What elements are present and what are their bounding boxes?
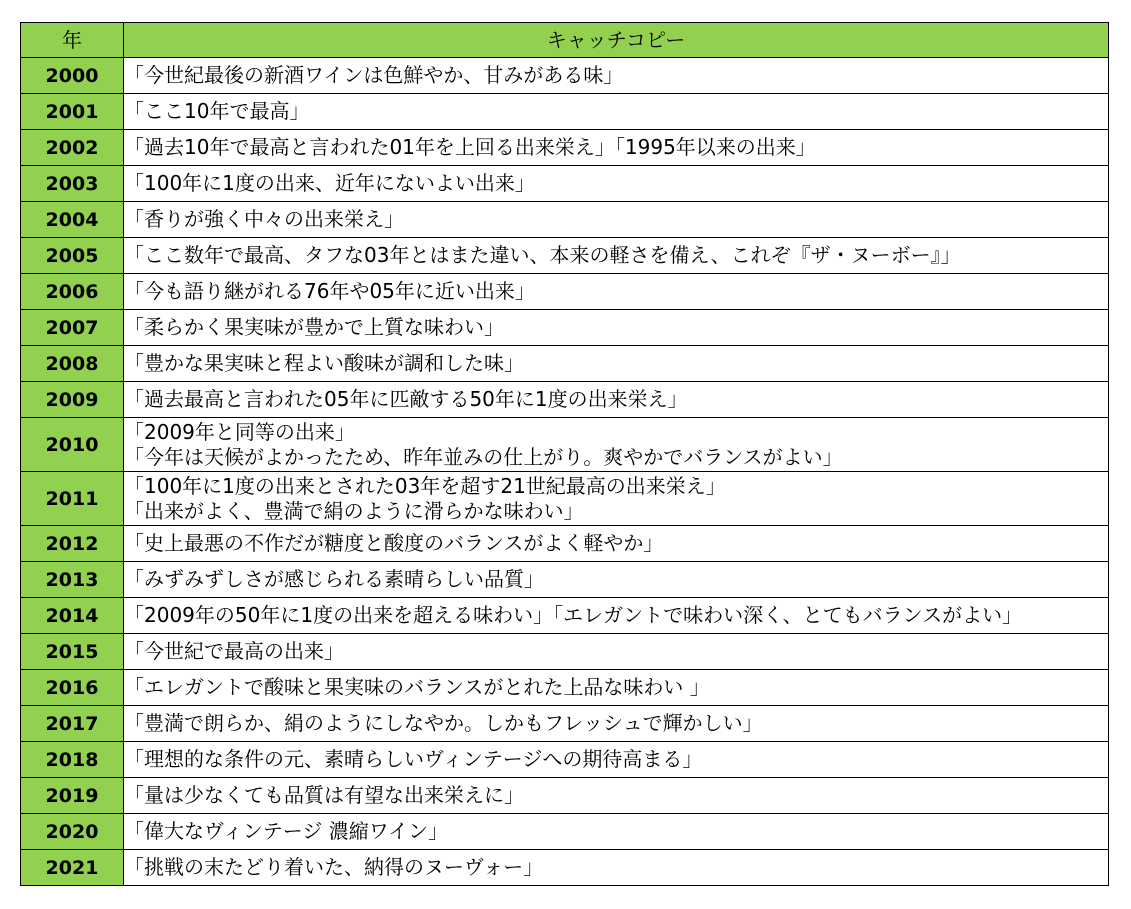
table-row — [21, 166, 1109, 202]
year-cell: 2006 — [21, 274, 124, 310]
catchcopy-text: 「今世紀最後の新酒ワインは色鮮やか、甘みがある味」 — [124, 63, 624, 87]
catchcopy-cell — [124, 130, 1109, 166]
year-cell: 2000 — [21, 58, 124, 94]
catchcopy-text: 「ここ数年で最高、タフな03年とはまた違い、本来の軽さを備え、これぞ『ザ・ヌーボー』」 — [124, 243, 961, 267]
catchcopy-text: 「2009年と同等の出来」 — [124, 419, 355, 444]
catchcopy-text: 「豊満で朗らか、絹のようにしなやか。しかもフレッシュで輝かしい」 — [124, 711, 763, 735]
table-row — [21, 58, 1109, 94]
table-row — [21, 382, 1109, 418]
catchcopy-text: 「理想的な条件の元、素晴らしいヴィンテージへの期待高まる」 — [124, 747, 703, 771]
year-cell: 2002 — [21, 130, 124, 166]
year-cell: 2010 — [21, 418, 124, 472]
catchcopy-text: 「2009年の50年に1度の出来を超える味わい」「エレガントで味わい深く、とてもバランスがよい」 — [124, 603, 1023, 627]
catchcopy-cell — [124, 382, 1109, 418]
catchcopy-text: 「今も語り継がれる76年や05年に近い出来」 — [124, 279, 535, 303]
table-row — [21, 850, 1109, 886]
table-row — [21, 238, 1109, 274]
year-cell: 2014 — [21, 598, 124, 634]
catchcopy-text: 「今年は天候がよかったため、昨年並みの仕上がり。爽やかでバランスがよい」 — [124, 444, 843, 469]
year-cell: 2012 — [21, 526, 124, 562]
year-cell: 2018 — [21, 742, 124, 778]
table-row — [21, 310, 1109, 346]
catchcopy-text: 「出来がよく、豊満で絹のように滑らかな味わい」 — [124, 498, 584, 523]
table-row — [21, 202, 1109, 238]
catchcopy-text: 「エレガントで酸味と果実味のバランスがとれた上品な味わい 」 — [124, 675, 710, 699]
year-cell: 2016 — [21, 670, 124, 706]
catchcopy-cell — [124, 634, 1109, 670]
catchcopy-cell — [124, 850, 1109, 886]
table-row — [21, 814, 1109, 850]
year-cell: 2015 — [21, 634, 124, 670]
catchcopy-cell — [124, 778, 1109, 814]
catchcopy-table — [20, 22, 1109, 886]
catchcopy-text: 「柔らかく果実味が豊かで上質な味わい」 — [124, 315, 504, 339]
catchcopy-cell — [124, 742, 1109, 778]
catchcopy-cell — [124, 94, 1109, 130]
catchcopy-cell — [124, 202, 1109, 238]
catchcopy-cell — [124, 670, 1109, 706]
header-row — [21, 23, 1109, 58]
catchcopy-cell — [124, 418, 1109, 472]
year-cell: 2005 — [21, 238, 124, 274]
catchcopy-cell — [124, 706, 1109, 742]
catchcopy-cell — [124, 598, 1109, 634]
catchcopy-cell — [124, 814, 1109, 850]
catchcopy-text: 「ここ10年で最高」 — [124, 99, 310, 123]
catchcopy-text: 「今世紀で最高の出来」 — [124, 639, 344, 663]
catchcopy-text: 「みずみずしさが感じられる素晴らしい品質」 — [124, 567, 544, 591]
catchcopy-text: 「100年に1度の出来、近年にないよい出来」 — [124, 171, 535, 195]
table-row — [21, 418, 1109, 472]
catchcopy-text: 「過去最高と言われた05年に匹敵する50年に1度の出来栄え」 — [124, 387, 688, 411]
catchcopy-text: 「史上最悪の不作だが糖度と酸度のバランスがよく軽やか」 — [124, 531, 664, 555]
table-row — [21, 274, 1109, 310]
table-row — [21, 598, 1109, 634]
table-row — [21, 526, 1109, 562]
table-row — [21, 472, 1109, 526]
table-row — [21, 634, 1109, 670]
year-cell: 2020 — [21, 814, 124, 850]
catchcopy-cell — [124, 274, 1109, 310]
table-row — [21, 742, 1109, 778]
catchcopy-text: 「香りが強く中々の出来栄え」 — [124, 207, 404, 231]
year-cell: 2009 — [21, 382, 124, 418]
year-column-header: 年 — [21, 23, 124, 58]
catchcopy-text: 「挑戦の末たどり着いた、納得のヌーヴォー」 — [124, 855, 544, 879]
catchcopy-cell — [124, 472, 1109, 526]
table-row — [21, 94, 1109, 130]
year-cell: 2008 — [21, 346, 124, 382]
table-row — [21, 130, 1109, 166]
catchcopy-text: 「量は少なくても品質は有望な出来栄えに」 — [124, 783, 524, 807]
year-cell: 2001 — [21, 94, 124, 130]
catchcopy-cell — [124, 310, 1109, 346]
table-header — [21, 23, 1109, 58]
catchcopy-cell — [124, 238, 1109, 274]
year-cell: 2017 — [21, 706, 124, 742]
table-row — [21, 778, 1109, 814]
year-cell: 2011 — [21, 472, 124, 526]
catchcopy-text: 「偉大なヴィンテージ 濃縮ワイン」 — [124, 819, 449, 843]
catchcopy-text: 「豊かな果実味と程よい酸味が調和した味」 — [124, 351, 524, 375]
year-cell: 2003 — [21, 166, 124, 202]
table-row — [21, 346, 1109, 382]
year-cell: 2019 — [21, 778, 124, 814]
catchcopy-cell — [124, 562, 1109, 598]
copy-column-header: キャッチコピー — [124, 23, 1109, 58]
catchcopy-text: 「過去10年で最高と言われた01年を上回る出来栄え」「1995年以来の出来」 — [124, 135, 816, 159]
year-cell: 2021 — [21, 850, 124, 886]
table-row — [21, 562, 1109, 598]
catchcopy-text: 「100年に1度の出来とされた03年を超す21世紀最高の出来栄え」 — [124, 473, 726, 498]
year-cell: 2013 — [21, 562, 124, 598]
table-row — [21, 670, 1109, 706]
catchcopy-cell — [124, 58, 1109, 94]
catchcopy-cell — [124, 526, 1109, 562]
year-cell: 2004 — [21, 202, 124, 238]
table-body — [21, 58, 1109, 886]
table-row — [21, 706, 1109, 742]
catchcopy-cell — [124, 166, 1109, 202]
catchcopy-cell — [124, 346, 1109, 382]
year-cell: 2007 — [21, 310, 124, 346]
